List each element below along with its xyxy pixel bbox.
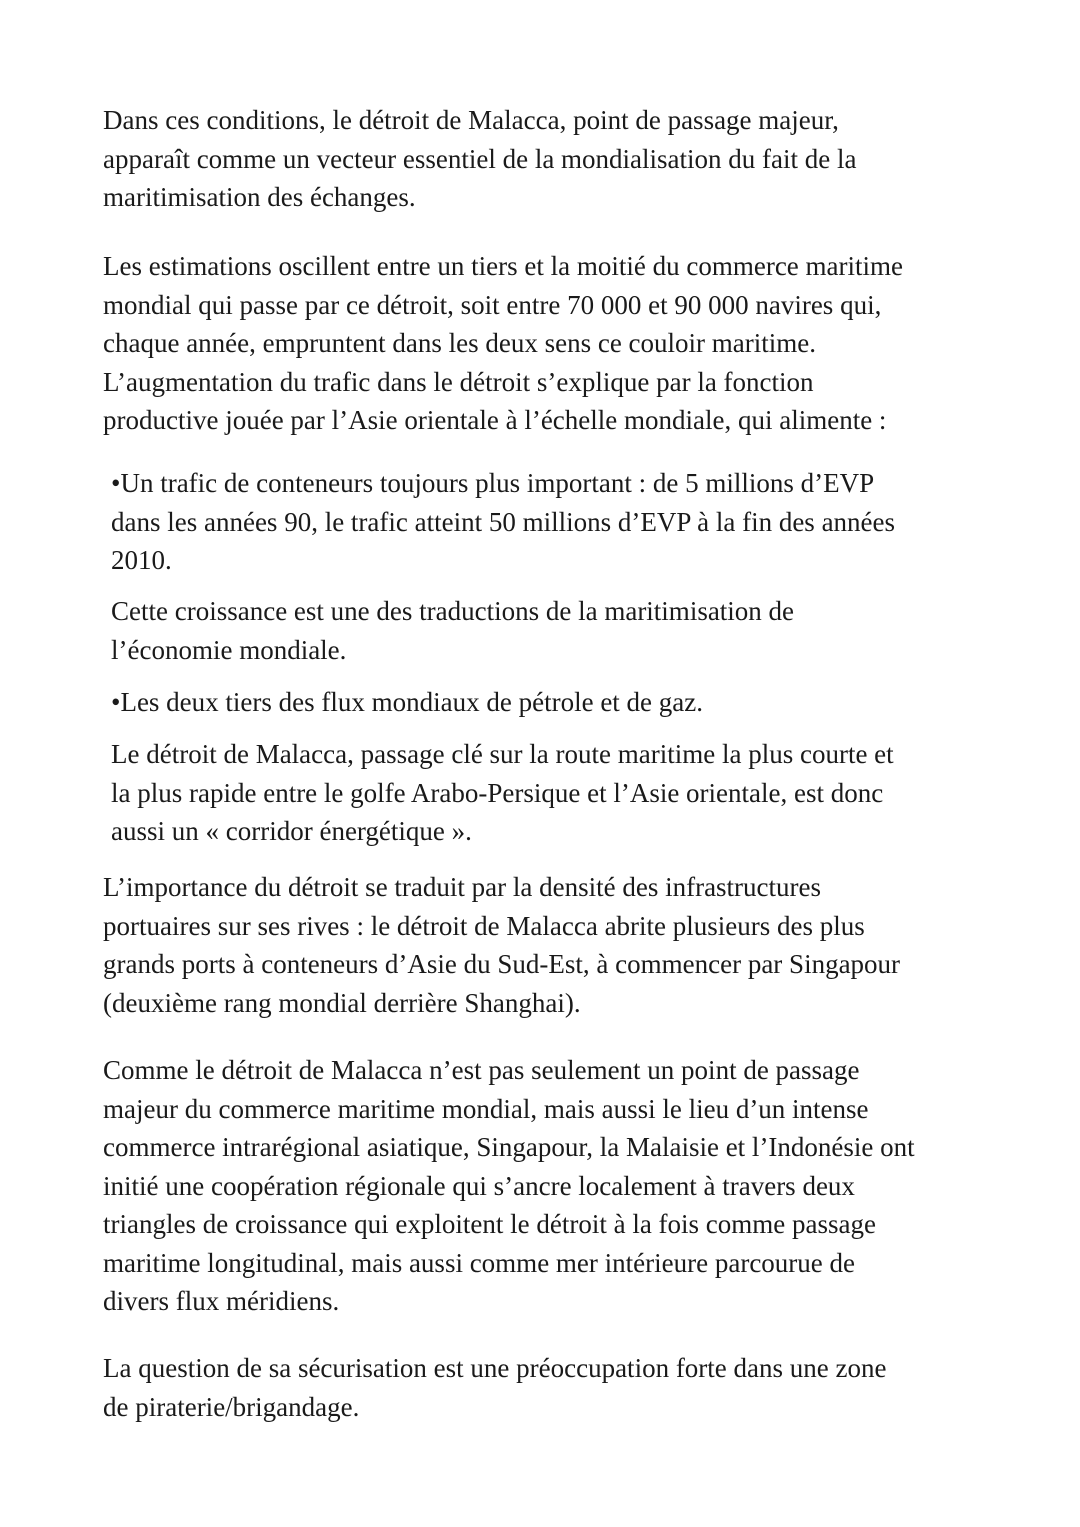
paragraph-infrastructure: L’importance du détroit se traduit par la densité des infrastructures portuaires sur ses rives : le détroit de Malacca abrite plusieurs des plus grands ports à conteneurs d’Asie du Sud-Est, à commencer par Singapour (deuxième rang mondial derrière Shanghai). — [103, 872, 901, 1018]
paragraph-cooperation: Comme le détroit de Malacca n’est pas seulement un point de passage majeur du commerce maritime mondial, mais aussi le lieu d’un intense commerce intrarégional asiatique, Singapour, la Malaisie et l’Indonésie ont initié une coopération régionale qui s’ancre localement à travers deux triangles de croissance qui exploitent le détroit à la fois comme passage maritime longitudinal, mais aussi comme mer intérieure parcourue de divers flux méridiens. — [103, 1055, 915, 1316]
paragraph-energy-corridor: Le détroit de Malacca, passage clé sur la route maritime la plus courte et la plus rapide entre le golfe Arabo-Persique et l’Asie orientale, est donc aussi un « corridor énergétique ». — [111, 739, 894, 846]
paragraph-estimations: Les estimations oscillent entre un tiers et la moitié du commerce maritime mondial qui passe par ce détroit, soit entre 70 000 et 90 000 navires qui, chaque année, empruntent dans les deux sens ce couloir maritime. L’augmentation du trafic dans le détroit s’explique par la fonction productive jouée par l’Asie orientale à l’échelle mondiale, qui alimente : — [103, 251, 904, 435]
bullet-oil-gas: •Les deux tiers des flux mondiaux de pétrole et de gaz. — [111, 687, 704, 717]
paragraph-growth: Cette croissance est une des traductions de la maritimisation de l’économie mondiale. — [111, 596, 795, 665]
paragraph-security: La question de sa sécurisation est une préoccupation forte dans une zone de piraterie/brigandage. — [103, 1353, 887, 1422]
bullet-container-traffic: •Un trafic de conteneurs toujours plus important : de 5 millions d’EVP dans les années 90, le trafic atteint 50 millions d’EVP à la fin des années 2010. — [111, 468, 896, 575]
paragraph-intro: Dans ces conditions, le détroit de Malacca, point de passage majeur, apparaît comme un vecteur essentiel de la mondialisation du fait de la maritimisation des échanges. — [103, 105, 857, 212]
